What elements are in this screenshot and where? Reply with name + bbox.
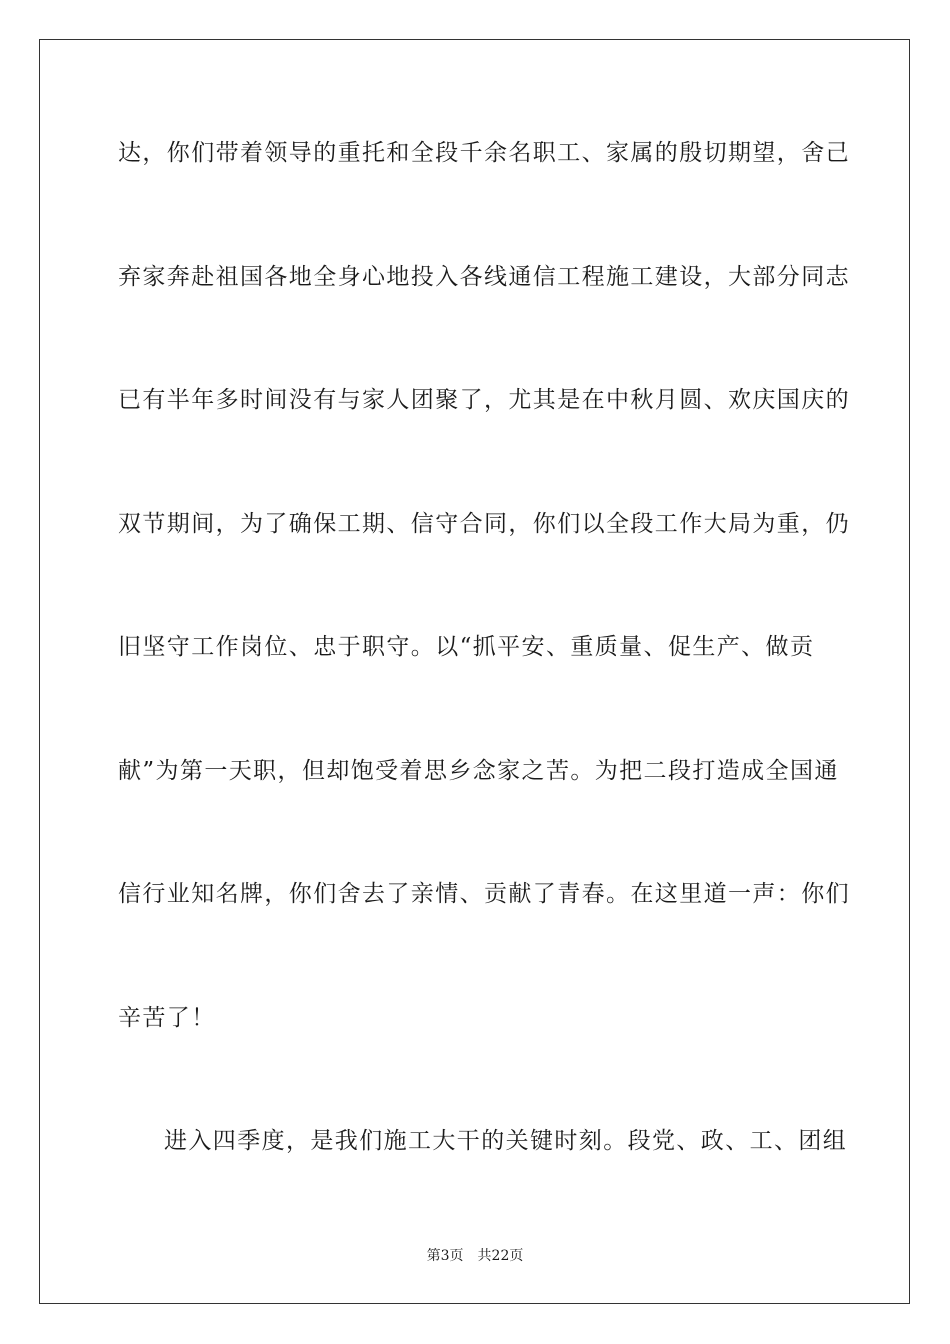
body-text-line: 献”为第一天职，但却饱受着思乡念家之苦。为把二段打造成全国通 <box>118 758 839 784</box>
paragraph-start-line: 进入四季度，是我们施工大干的关键时刻。段党、政、工、团组 <box>164 1128 848 1154</box>
page-footer <box>0 1247 950 1265</box>
total-pages: 共22页 <box>477 1248 524 1264</box>
body-text-line: 达，你们带着领导的重托和全段千余名职工、家属的殷切期望，舍己 <box>118 140 850 166</box>
body-text-line: 已有半年多时间没有与家人团聚了，尤其是在中秋月圆、欢庆国庆的 <box>118 387 850 413</box>
body-text-line: 双节期间，为了确保工期、信守合同，你们以全段工作大局为重，仍 <box>118 511 850 537</box>
page-number: 第3页 <box>426 1248 464 1264</box>
body-text-line: 信行业知名牌，你们舍去了亲情、贡献了青春。在这里道一声：你们 <box>118 881 850 907</box>
body-text-line: 旧坚守工作岗位、忠于职守。以“抓平安、重质量、促生产、做贡 <box>118 634 815 660</box>
body-text-line: 辛苦了！ <box>118 1005 216 1031</box>
page-border <box>39 39 910 1304</box>
body-text-line: 弃家奔赴祖国各地全身心地投入各线通信工程施工建设，大部分同志 <box>118 264 850 290</box>
